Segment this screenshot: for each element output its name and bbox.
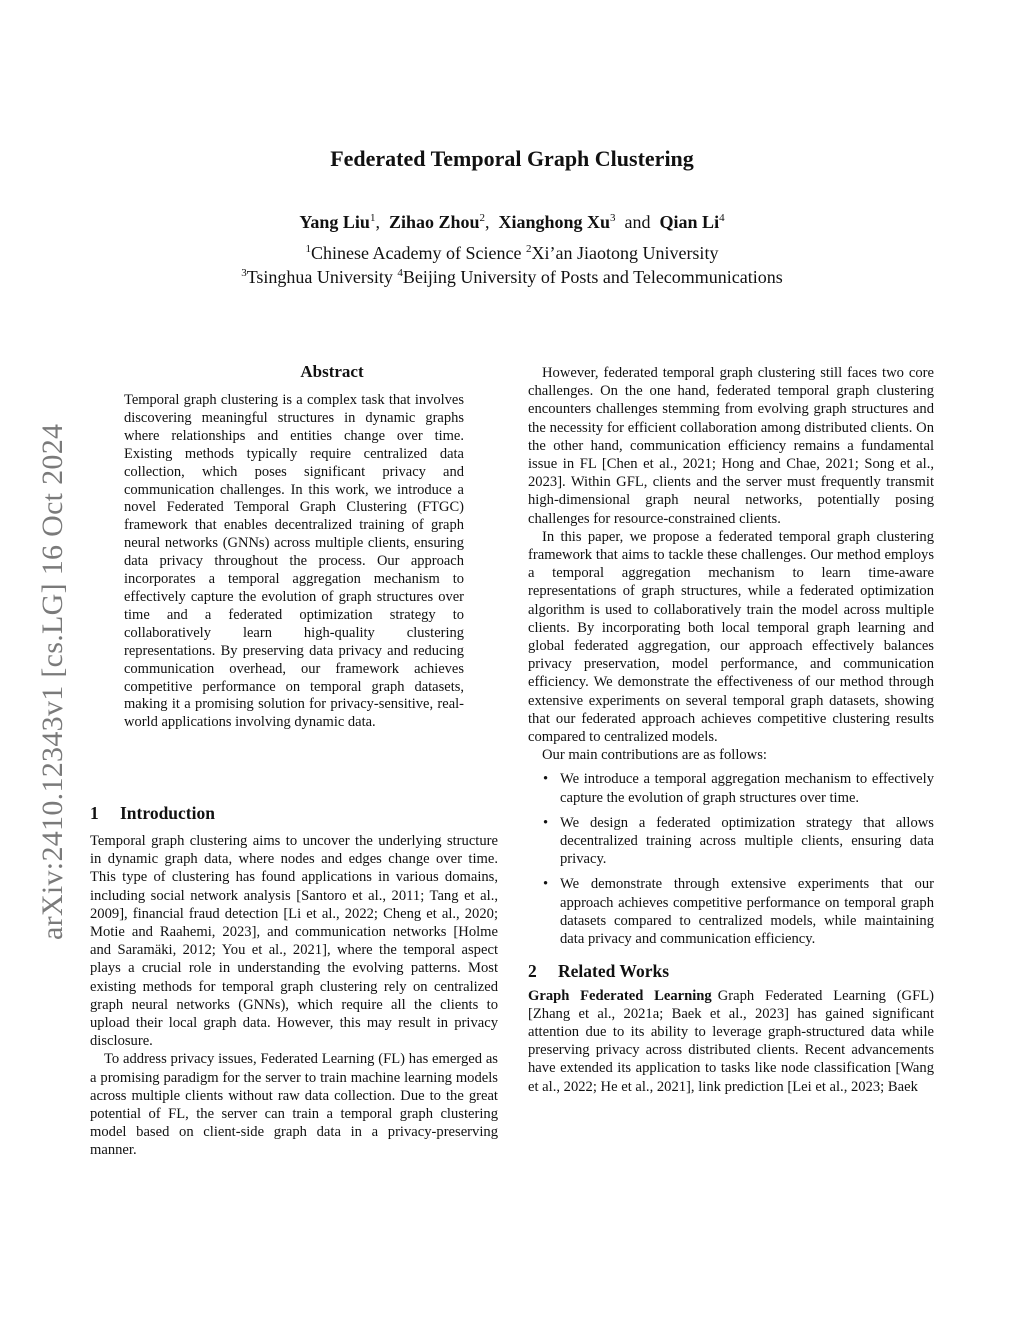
contribution-list	[528, 770, 934, 948]
paragraph: In this paper, we propose a federated temporal graph clustering framework that aims to tackle these challenges. Our method employs a temporal aggregation mechanism to learn time-aware representations of graph structures, while a federated optimization algorithm is used to collaboratively train the model across multiple clients. By incorporating both local temporal graph learning and global federated aggregation, our approach effectively balances privacy preservation, model performance, and communication efficiency. We demonstrate the effectiveness of our method through extensive experiments on several temporal graph datasets, showing that our federated approach achieves competitive clustering results compared to centralized models.	[528, 528, 934, 746]
affiliation-mark: 1	[305, 243, 312, 255]
list-item: • We demonstrate through extensive experiments that our approach achieves competitive performance on temporal graph datasets compared to centralized models, while maintaining data privacy and communication efficiency.	[560, 875, 934, 948]
author-list	[0, 212, 1024, 233]
author-affiliation-mark: 1	[369, 212, 376, 224]
paragraph-body: Graph Federated Learning (GFL) [Zhang et al., 2021a; Baek et al., 2023] has gained significant attention due to its ability to leverage graph-structured data while preserving privacy across distributed clients. Recent advancements have extended its application to tasks like node classification [Wang et al., 2022; He et al., 2021], link prediction [Lei et al., 2023; Baek	[528, 987, 934, 1095]
list-item: • We design a federated optimization strategy that allows decentralized training across multiple clients, ensuring data privacy.	[560, 814, 934, 869]
paragraph: Our main contributions are as follows:	[542, 747, 767, 764]
abstract-text: Temporal graph clustering is a complex task that involves discovering meaningful structures in dynamic graphs where relationships and entities change over time. Existing methods typically require centralized data collection, which poses significant privacy and communication challenges. In this work, we introduce a novel Federated Temporal Graph Clustering (FTGC) framework that enables decentralized training of graph neural networks (GNNs) across multiple clients, ensuring data privacy throughout the process. Our approach incorporates a temporal aggregation mechanism to effectively capture the evolution of graph structures over time and a federated optimization strategy to collaboratively learn high-quality clustering representations. By preserving data privacy and reducing communication overhead, our framework achieves competitive performance on temporal graph datasets, making it a promising solution for privacy-sensitive, real-world applications involving dynamic data.	[124, 392, 464, 731]
paragraph-heading: Graph Federated Learning	[528, 987, 712, 1004]
author-affiliation-mark: 4	[719, 212, 725, 224]
affiliation-mark: 2	[525, 243, 532, 255]
section-title: Related Works	[558, 961, 669, 982]
author-name: Qian Li	[659, 212, 720, 232]
author-affiliation-mark: 2	[479, 212, 485, 224]
section-heading-introduction	[90, 803, 215, 824]
list-item: • We introduce a temporal aggregation mechanism to effectively capture the evolution of graph structures over time.	[560, 770, 934, 806]
affiliations-line-2	[0, 267, 1024, 288]
affiliation: Chinese Academy of Science	[311, 243, 522, 263]
paragraph: Temporal graph clustering aims to uncover the underlying structure in dynamic graph data, where nodes and edges change over time. This type of clustering has found applications in various domains, including social network analysis [Santoro et al., 2011; Tang et al., 2009], financial fraud detection [Li et al., 2022; Cheng et al., 2020; Motie and Raahemi, 2023], and communication networks [Holme and Saramäki, 2012; You et al., 2021], where the temporal aspect plays a crucial role in understanding the evolving patterns. Most existing methods for temporal graph clustering rely on centralized graph neural networks (GNNs), which require all the clients to upload their local graph data. However, this may result in privacy disclosure.	[90, 833, 498, 1050]
section-number: 1	[90, 803, 99, 823]
author-separator: ,	[375, 212, 380, 232]
section-heading-related-works	[528, 962, 934, 980]
paragraph: However, federated temporal graph clustering still faces two core challenges. On the one hand, federated temporal graph clustering encounters challenges stemming from evolving graph structures and the necessity for efficient collaboration among distributed clients. On the other hand, communication efficiency remains a fundamental issue in FL [Chen et al., 2021; Hong and Chae, 2021; Song et al., 2023]. Within GFL, clients and the server must frequently transmit high-dimensional graph neural networks, potentially posing challenges for resource-constrained clients.	[528, 365, 934, 527]
affiliation: Tsinghua University	[246, 267, 393, 287]
left-column	[90, 832, 498, 1160]
affiliation-mark: 4	[397, 267, 403, 279]
author-affiliation-mark: 3	[610, 212, 616, 224]
author-name: Yang Liu	[299, 212, 370, 232]
author-separator: ,	[485, 212, 490, 232]
section-number: 2	[528, 961, 537, 982]
affiliation: Xi’an Jiaotong University	[531, 243, 719, 263]
author-name: Zihao Zhou	[388, 212, 480, 232]
paragraph	[528, 987, 934, 1096]
arxiv-identifier: arXiv:2410.12343v1 [cs.LG] 16 Oct 2024	[36, 423, 69, 940]
affiliations-line-1	[0, 243, 1024, 264]
section-title: Introduction	[120, 803, 215, 823]
right-column	[528, 364, 934, 1096]
abstract-heading: Abstract	[300, 362, 364, 381]
paper-title: Federated Temporal Graph Clustering	[330, 146, 694, 171]
affiliation: Beijing University of Posts and Telecommunications	[402, 267, 783, 287]
affiliation-mark: 3	[241, 267, 247, 279]
author-and: and	[624, 212, 651, 232]
author-name: Xianghong Xu	[498, 212, 611, 232]
paragraph: To address privacy issues, Federated Learning (FL) has emerged as a promising paradigm for the server to train machine learning models across multiple clients without raw data collection. Due to the great potential of FL, the server can train a temporal graph clustering model based on client-side graph data in a privacy-preserving manner.	[90, 1051, 498, 1159]
